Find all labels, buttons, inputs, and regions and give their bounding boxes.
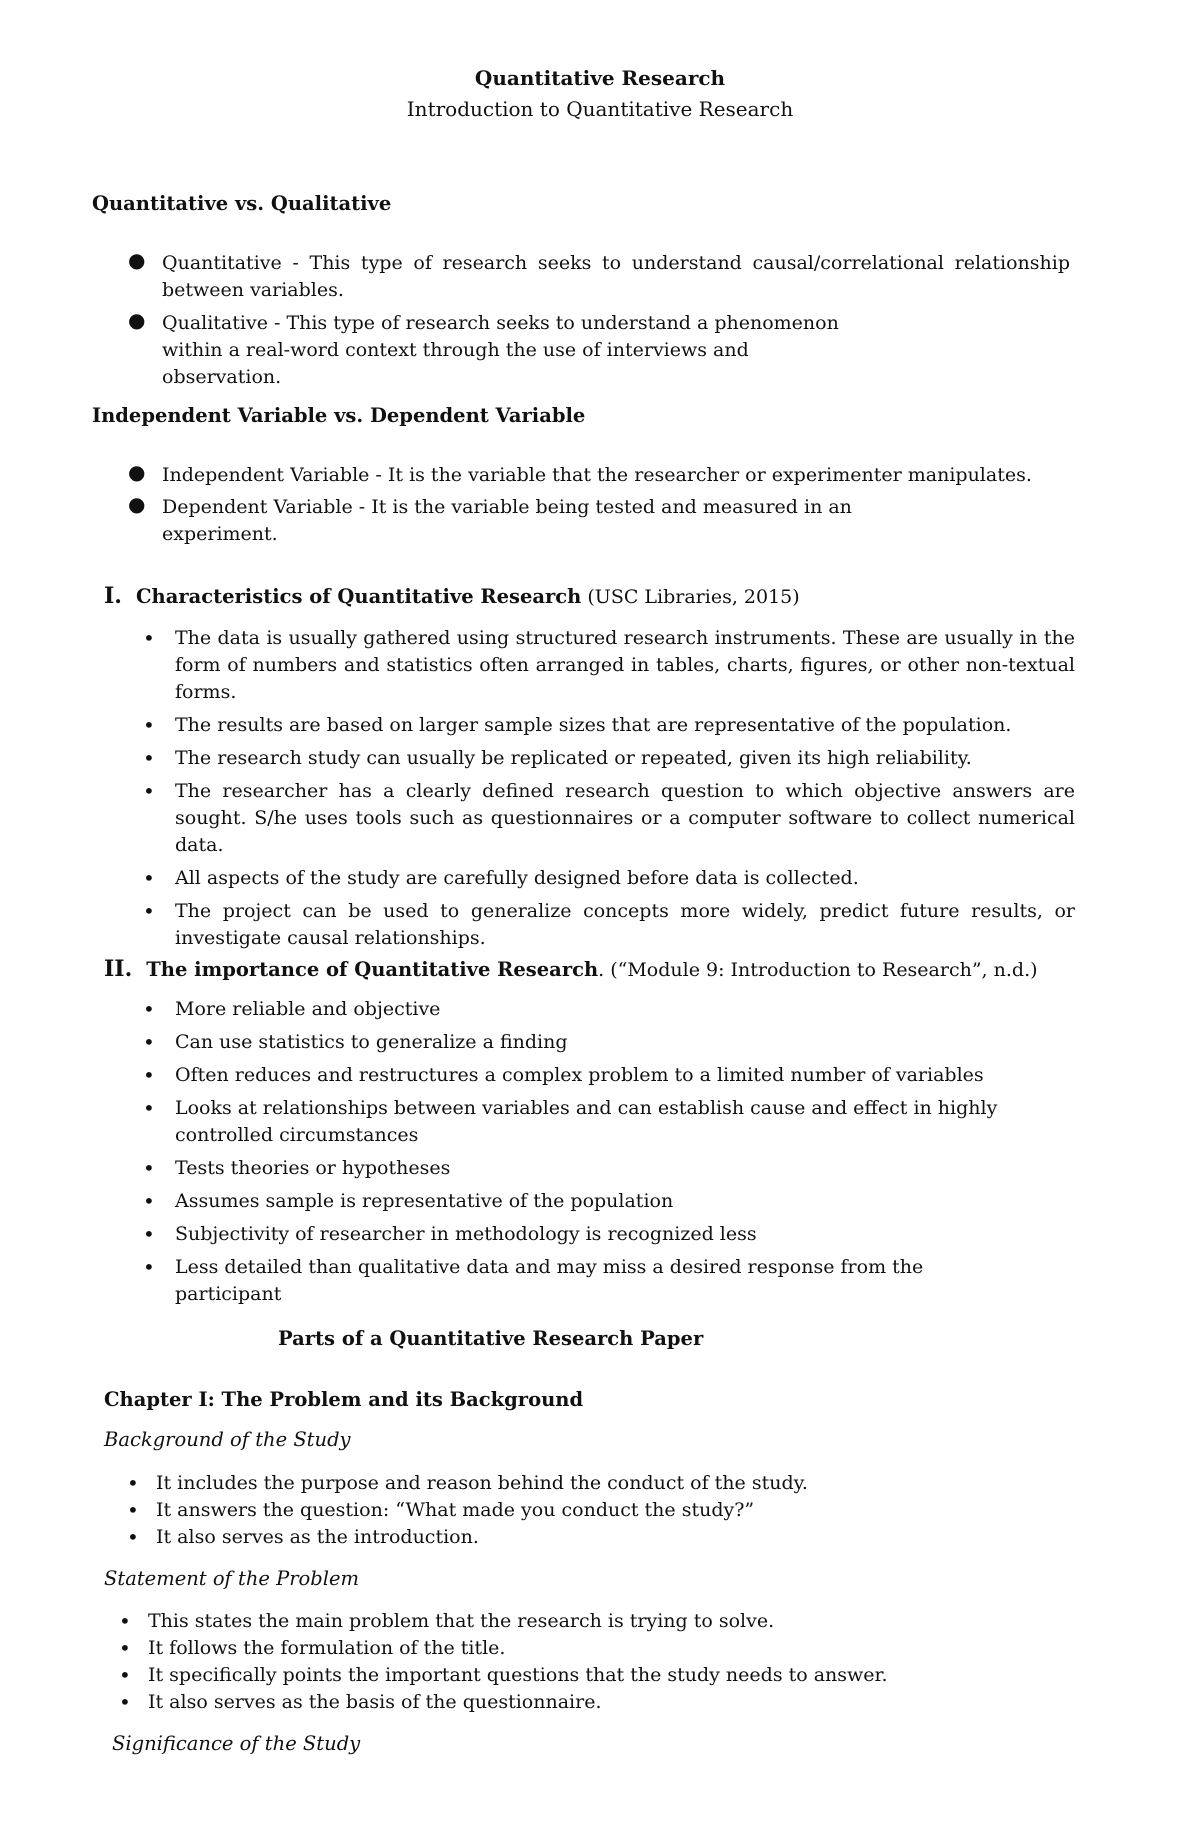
list-item: • It also serves as the introduction. [127, 1525, 479, 1549]
statement-heading: Statement of the Problem [104, 1567, 360, 1590]
list-item: ● Independent Variable - It is the variable that the researcher or experimenter manipulates. [128, 460, 1032, 486]
list-item: • It specifically points the important questions that the study needs to answer. [119, 1663, 888, 1687]
bullet-icon: • [119, 1609, 131, 1633]
list-item: ● Quantitative - This type of research seeks to understand causal/correlational relationship between variables. [128, 248, 1070, 301]
section-2-numeral: II. [104, 956, 133, 982]
bullet-icon: ● [128, 460, 146, 484]
qvq-list [128, 248, 1070, 391]
list-item: • Tests theories or hypotheses [143, 1156, 451, 1180]
list-item: • Often reduces and restructures a complex problem to a limited number of variables [143, 1063, 984, 1087]
list-item: • Subjectivity of researcher in methodology is recognized less [143, 1222, 757, 1246]
list-item: • It follows the formulation of the title. [119, 1636, 506, 1660]
vars-list [128, 460, 1070, 548]
bullet-icon: • [143, 713, 155, 737]
list-item: • The results are based on larger sample sizes that are representative of the population. [143, 713, 1012, 737]
list-item: • Assumes sample is representative of the population [143, 1189, 674, 1213]
list-item: • The project can be used to generalize concepts more widely, predict future results, or investigate causal relationships. [143, 899, 1075, 949]
list-item: • It includes the purpose and reason behind the conduct of the study. [127, 1471, 808, 1495]
chapter-1-heading: Chapter I: The Problem and its Background [104, 1388, 584, 1411]
page-subtitle: Introduction to Quantitative Research [406, 97, 794, 121]
bullet-icon: • [119, 1663, 131, 1687]
section-2-heading-line [104, 956, 1038, 984]
list-item: • This states the main problem that the research is trying to solve. [119, 1609, 775, 1633]
bullet-icon: • [143, 866, 155, 890]
bullet-icon: • [143, 1030, 155, 1054]
bullet-icon: • [143, 1255, 155, 1279]
list-item: • Less detailed than qualitative data and may miss a desired response from the participant [143, 1255, 924, 1305]
section-1-citation: (USC Libraries, 2015) [581, 586, 800, 608]
bullet-icon: • [143, 746, 155, 770]
vars-heading: Independent Variable vs. Dependent Variable [92, 404, 586, 427]
statement-list [119, 1608, 1048, 1716]
list-item: • It answers the question: “What made you conduct the study?” [127, 1498, 755, 1522]
bullet-icon: • [119, 1636, 131, 1660]
list-item: ● Dependent Variable - It is the variable being tested and measured in an experiment. [128, 492, 852, 545]
section-1-list [143, 625, 1075, 952]
bullet-icon: ● [128, 492, 146, 516]
bullet-icon: • [143, 997, 155, 1021]
bullet-icon: • [143, 899, 155, 923]
section-1-numeral: I. [104, 583, 122, 609]
background-list [127, 1470, 1056, 1551]
bullet-icon: ● [128, 308, 146, 332]
bullet-icon: • [143, 1189, 155, 1213]
bullet-icon: • [127, 1471, 139, 1495]
parts-heading: Parts of a Quantitative Research Paper [278, 1327, 704, 1350]
significance-heading: Significance of the Study [112, 1732, 361, 1755]
bullet-icon: • [119, 1690, 131, 1714]
bullet-icon: ● [128, 248, 146, 272]
section-1-heading: Characteristics of Quantitative Research [136, 585, 582, 608]
list-item: • Can use statistics to generalize a finding [143, 1030, 568, 1054]
page-title: Quantitative Research [474, 66, 726, 90]
bullet-icon: • [143, 626, 155, 650]
section-2-list [143, 996, 1035, 1308]
section-2-citation: . (“Module 9: Introduction to Research”, n.d.) [598, 959, 1038, 981]
qvq-heading: Quantitative vs. Qualitative [92, 192, 392, 215]
list-item: • The researcher has a clearly defined research question to which objective answers are sought. S/he uses tools such as questionnaires or a computer software to collect numerical data. [143, 779, 1075, 856]
bullet-icon: • [143, 779, 155, 803]
list-item: ● Qualitative - This type of research seeks to understand a phenomenon within a real-word context through the use of interviews and observation. [128, 308, 839, 388]
list-item: • Looks at relationships between variables and can establish cause and effect in highly controlled circumstances [143, 1096, 998, 1146]
section-2-heading: The importance of Quantitative Research [146, 958, 599, 981]
list-item: • More reliable and objective [143, 997, 441, 1021]
bullet-icon: • [143, 1063, 155, 1087]
background-heading: Background of the Study [104, 1428, 351, 1451]
bullet-icon: • [143, 1222, 155, 1246]
list-item: • All aspects of the study are carefully designed before data is collected. [143, 866, 859, 890]
bullet-icon: • [143, 1156, 155, 1180]
bullet-icon: • [127, 1498, 139, 1522]
list-item: • The data is usually gathered using structured research instruments. These are usually in the form of numbers and statistics often arranged in tables, charts, figures, or other non-textual forms. [143, 626, 1075, 703]
list-item: • The research study can usually be replicated or repeated, given its high reliability. [143, 746, 972, 770]
bullet-icon: • [143, 1096, 155, 1120]
bullet-icon: • [127, 1525, 139, 1549]
list-item: • It also serves as the basis of the questionnaire. [119, 1690, 602, 1714]
section-1-heading-line [104, 583, 800, 611]
